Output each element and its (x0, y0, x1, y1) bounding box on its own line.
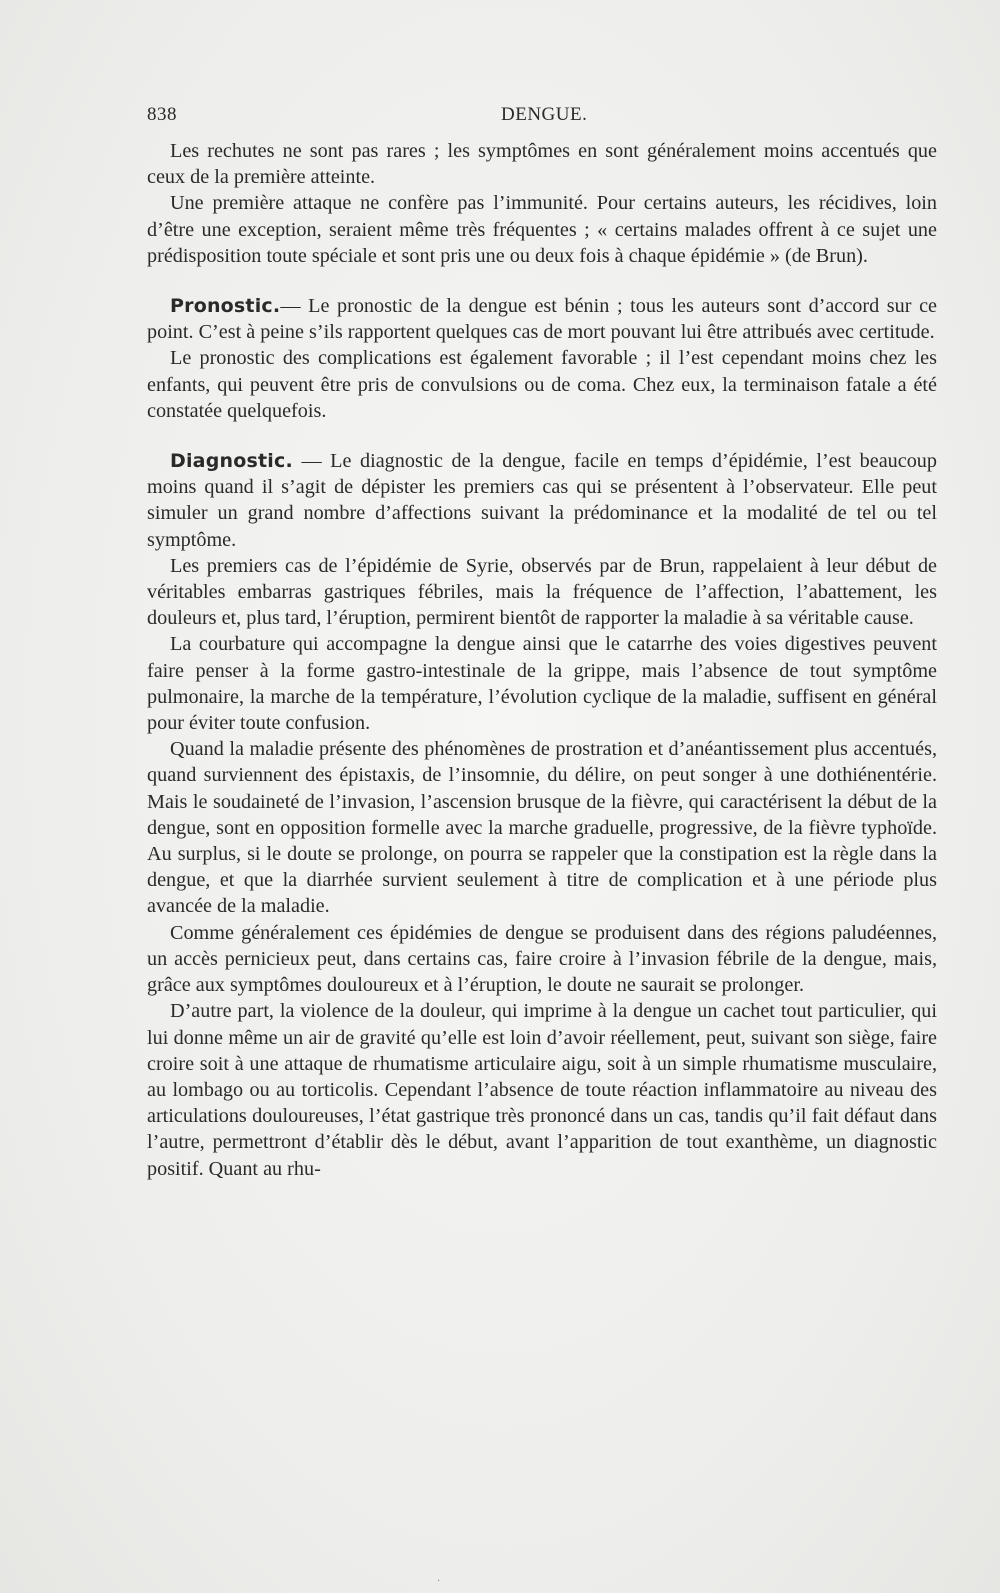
section-diagnostic (147, 448, 937, 1182)
page-body (147, 138, 937, 1182)
section-heading-diagnostic: Diagnostic. (170, 450, 293, 473)
paragraph-diagnostic-intro (147, 448, 937, 553)
paragraph-immunite: Une première attaque ne confère pas l’immunité. Pour certains auteurs, les récidives, loin d’être une exception, seraient même très fréquentes ; « certains malades offrent à ce sujet une prédisposition toute spéciale et sont pris une ou deux fois à chaque épidémie » (de Brun). (147, 192, 937, 267)
paragraph-syrie: Les premiers cas de l’épidémie de Syrie, observés par de Brun, rappelaient à leur début de véritables embarras gastriques fébriles, mais la fréquence de l’affection, l’abattement, les douleurs et, plus tard, l’éruption, permirent bientôt de rapporter la maladie à sa véritable cause. (147, 554, 937, 630)
paragraph-dothienenterie: Quand la maladie présente des phénomènes de prostration et d’anéantissement plus accentués, quand surviennent des épistaxis, de l’insomnie, du délire, on peut songer à une dothiénentérie. Mais le soudaineté de l’invasion, l’ascension brusque de la fièvre, qui caractérisent la début de la dengue, sont en opposition formelle avec la marche graduelle, progressive, de la fièvre typhoïde. Au surplus, si le doute se prolonge, on pourra se rappeler que la constipation est la règle dans la dengue, et que la diarrhée survient seulement à titre de complication et à une période plus avancée de la maladie. (147, 738, 937, 918)
footer-mark: · (437, 1576, 441, 1587)
paragraph-diagnostic-text: — Le diagnostic de la dengue, facile en temps d’épidémie, l’est beaucoup moins quand il s’agit de dépister les premiers cas qui se présentent à l’observateur. Elle peut simuler un grand nombre d’affections suivant la prédominance et la modalité de tel ou tel symptôme. (147, 450, 937, 551)
paragraph-pronostic-intro (147, 293, 937, 345)
paragraph-paludeennes: Comme généralement ces épidémies de dengue se produisent dans des régions paludéennes, un accès pernicieux peut, dans certains cas, faire croire à l’invasion fébrile de la dengue, mais, grâce aux symptômes douloureux et à l’éruption, le doute ne saurait se prolonger. (147, 921, 937, 997)
page-header (147, 104, 937, 130)
section-heading-pronostic: Pronostic. (170, 295, 281, 318)
page-number: 838 (147, 104, 177, 125)
running-head: DENGUE. (501, 104, 588, 125)
paragraph-courbature: La courbature qui accompagne la dengue ainsi que le catarrhe des voies digestives peuvent faire penser à la forme gastro-intestinale de la grippe, mais l’absence de tout symptôme pulmonaire, la marche de la température, l’évolution cyclique de la maladie, suffisent en général pour éviter toute confusion. (147, 633, 937, 735)
paragraph-rechutes: Les rechutes ne sont pas rares ; les symptômes en sont généralement moins accentués que ceux de la première atteinte. (147, 140, 937, 189)
paragraph-rhumatisme: D’autre part, la violence de la douleur, qui imprime à la dengue un cachet tout particulier, qui lui donne même un air de gravité qu’elle est loin d’avoir réellement, peut, suivant son siège, faire croire soit à une attaque de rhumatisme articulaire aigu, soit à un simple rhumatisme musculaire, au lombago ou au torticolis. Cependant l’absence de toute réaction inflammatoire au niveau des articulations douloureuses, l’état gastrique très prononcé dans un cas, tandis qu’il fait défaut dans l’autre, permettront d’établir dès le début, avant l’apparition de tout exanthème, un diagnostic positif. Quant au rhu- (147, 1000, 937, 1180)
paragraph-pronostic-text: — Le pronostic de la dengue est bénin ; tous les auteurs sont d’accord sur ce point. C’est à peine s’ils rapportent quelques cas de mort pouvant lui être attribués avec certitude. (147, 295, 937, 344)
paragraph-pronostic-complications: Le pronostic des complications est également favorable ; il l’est cependant moins chez les enfants, qui peuvent être pris de convulsions ou de coma. Chez eux, la terminaison fatale a été constatée quelquefois. (147, 347, 937, 422)
section-pronostic (147, 293, 937, 424)
